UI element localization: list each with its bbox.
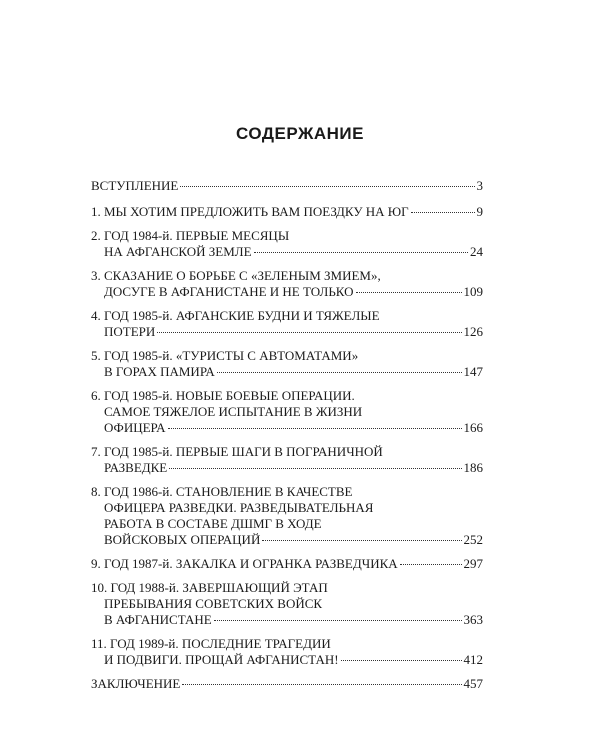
dot-leader (180, 186, 474, 187)
dot-leader (217, 372, 462, 373)
toc-entry-text: 4. ГОД 1985-й. АФГАНСКИЕ БУДНИ И ТЯЖЕЛЫЕ (91, 308, 380, 323)
toc-entry-text: ОФИЦЕРА РАЗВЕДКИ. РАЗВЕДЫВАТЕЛЬНАЯ (104, 500, 374, 515)
toc-entry (91, 204, 483, 220)
dot-leader (262, 540, 461, 541)
toc-entry-text: ДОСУГЕ В АФГАНИСТАНЕ И НЕ ТОЛЬКО (104, 284, 354, 299)
dot-leader (254, 252, 468, 253)
toc-entry (91, 348, 483, 380)
toc-entry (91, 444, 483, 476)
toc-entry-text: 10. ГОД 1988-й. ЗАВЕРШАЮЩИЙ ЭТАП (91, 580, 328, 595)
toc-entry (91, 676, 483, 692)
toc-entry (91, 484, 483, 548)
toc-page-number: 3 (476, 178, 483, 193)
toc-entry-text: РАБОТА В СОСТАВЕ ДШМГ В ХОДЕ (104, 516, 322, 531)
toc-entry-text: ОФИЦЕРА (104, 420, 166, 435)
toc-entry-text: В ГОРАХ ПАМИРА (104, 364, 215, 379)
toc-entry (91, 580, 483, 628)
toc-entry-text: ПРЕБЫВАНИЯ СОВЕТСКИХ ВОЙСК (104, 596, 323, 611)
toc-entry (91, 228, 483, 260)
toc-page-number: 186 (463, 460, 483, 475)
toc-entry-text: НА АФГАНСКОЙ ЗЕМЛЕ (104, 244, 252, 259)
toc-entry-text: ЗАКЛЮЧЕНИЕ (91, 676, 181, 691)
dot-leader (411, 212, 475, 213)
toc-page-number: 126 (463, 324, 483, 339)
toc-entry (91, 268, 483, 300)
toc-entry-text: САМОЕ ТЯЖЕЛОЕ ИСПЫТАНИЕ В ЖИЗНИ (104, 404, 363, 419)
toc-entry (91, 178, 483, 194)
dot-leader (168, 428, 462, 429)
toc-page-number: 9 (476, 204, 483, 219)
toc-page-number: 24 (470, 244, 483, 259)
toc-entry (91, 636, 483, 668)
dot-leader (182, 684, 461, 685)
toc-entry-text: 8. ГОД 1986-й. СТАНОВЛЕНИЕ В КАЧЕСТВЕ (91, 484, 353, 499)
toc-entry-text: ВСТУПЛЕНИЕ (91, 178, 179, 193)
toc-page-number: 109 (463, 284, 483, 299)
toc-entry-text: 11. ГОД 1989-й. ПОСЛЕДНИЕ ТРАГЕДИИ (91, 636, 331, 651)
toc-page-number: 252 (463, 532, 483, 547)
toc-entry (91, 556, 483, 572)
dot-leader (341, 660, 462, 661)
toc-entry-text: 1. МЫ ХОТИМ ПРЕДЛОЖИТЬ ВАМ ПОЕЗДКУ НА ЮГ (91, 204, 409, 219)
toc-entry (91, 308, 483, 340)
dot-leader (169, 468, 461, 469)
toc-page-number: 457 (463, 676, 483, 691)
dot-leader (214, 620, 462, 621)
toc-page-number: 297 (463, 556, 483, 571)
toc-page-number: 166 (463, 420, 483, 435)
toc-entry-text: ПОТЕРИ (104, 324, 156, 339)
toc-entry-text: РАЗВЕДКЕ (104, 460, 168, 475)
dot-leader (157, 332, 461, 333)
toc-page-number: 147 (463, 364, 483, 379)
dot-leader (400, 564, 462, 565)
toc-entry-text: 7. ГОД 1985-й. ПЕРВЫЕ ШАГИ В ПОГРАНИЧНОЙ (91, 444, 383, 459)
toc-entry-text: 5. ГОД 1985-й. «ТУРИСТЫ С АВТОМАТАМИ» (91, 348, 359, 363)
toc-entry-text: ВОЙСКОВЫХ ОПЕРАЦИЙ (104, 532, 261, 547)
toc-entry-text: 2. ГОД 1984-й. ПЕРВЫЕ МЕСЯЦЫ (91, 228, 290, 243)
toc-entry-text: 6. ГОД 1985-й. НОВЫЕ БОЕВЫЕ ОПЕРАЦИИ. (91, 388, 355, 403)
page-title: СОДЕРЖАНИЕ (236, 124, 364, 143)
toc-page-number: 363 (463, 612, 483, 627)
toc-entry-text: 9. ГОД 1987-й. ЗАКАЛКА И ОГРАНКА РАЗВЕДЧИКА (91, 556, 398, 571)
toc-entry-text: И ПОДВИГИ. ПРОЩАЙ АФГАНИСТАН! (104, 652, 339, 667)
toc-page-number: 412 (463, 652, 483, 667)
toc-entry-text: В АФГАНИСТАНЕ (104, 612, 212, 627)
toc-entry-text: 3. СКАЗАНИЕ О БОРЬБЕ С «ЗЕЛЕНЫМ ЗМИЕМ», (91, 268, 381, 283)
dot-leader (356, 292, 462, 293)
toc-entry (91, 388, 483, 436)
